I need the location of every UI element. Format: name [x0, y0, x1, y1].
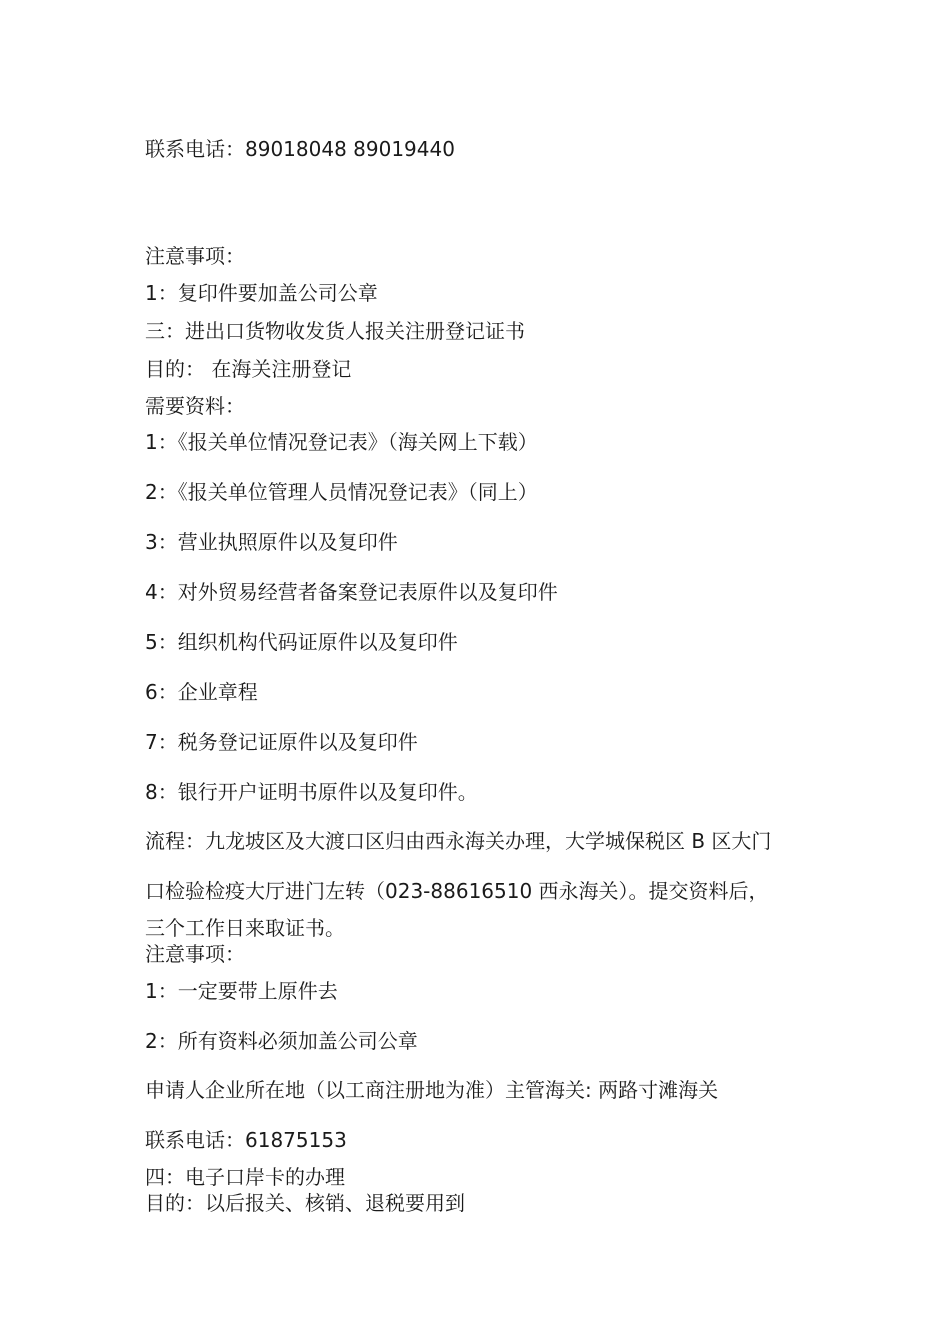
required-doc-4: 4：对外贸易经营者备案登记表原件以及复印件 — [145, 580, 558, 604]
required-doc-6: 6：企业章程 — [145, 680, 258, 704]
required-docs-heading: 需要资料： — [145, 394, 245, 418]
notice-heading-1: 注意事项： — [145, 244, 245, 268]
required-doc-5: 5：组织机构代码证原件以及复印件 — [145, 630, 458, 654]
notice-heading-2: 注意事项： — [145, 942, 245, 966]
process-line-3: 三个工作日来取证书。 — [145, 916, 345, 940]
required-doc-1: 1：《报关单位情况登记表》（海关网上下载） — [145, 430, 538, 454]
section-heading-3: 三：进出口货物收发货人报关注册登记证书 — [145, 319, 525, 343]
required-doc-3: 3：营业执照原件以及复印件 — [145, 530, 398, 554]
contact-phone-line-2: 联系电话：61875153 — [145, 1128, 347, 1152]
purpose-line-3: 目的： 在海关注册登记 — [145, 357, 352, 381]
required-doc-7: 7：税务登记证原件以及复印件 — [145, 730, 418, 754]
process-line-2: 口检验检疫大厅进门左转（023-88616510 西永海关）。提交资料后， — [145, 879, 769, 903]
required-doc-2: 2：《报关单位管理人员情况登记表》（同上） — [145, 480, 538, 504]
purpose-line-4: 目的：以后报关、核销、退税要用到 — [145, 1191, 465, 1215]
section-heading-4: 四：电子口岸卡的办理 — [145, 1165, 345, 1189]
required-doc-8: 8：银行开户证明书原件以及复印件。 — [145, 780, 478, 804]
contact-phone-line-1: 联系电话：89018048 89019440 — [145, 137, 455, 161]
notice-item-2-2: 2：所有资料必须加盖公司公章 — [145, 1029, 418, 1053]
customs-office-line: 申请人企业所在地（以工商注册地为准）主管海关: 两路寸滩海关 — [145, 1078, 719, 1102]
notice-item-1: 1：复印件要加盖公司公章 — [145, 281, 378, 305]
process-line-1: 流程：九龙坡区及大渡口区归由西永海关办理，大学城保税区 B 区大门 — [145, 829, 772, 853]
notice-item-2-1: 1：一定要带上原件去 — [145, 979, 338, 1003]
